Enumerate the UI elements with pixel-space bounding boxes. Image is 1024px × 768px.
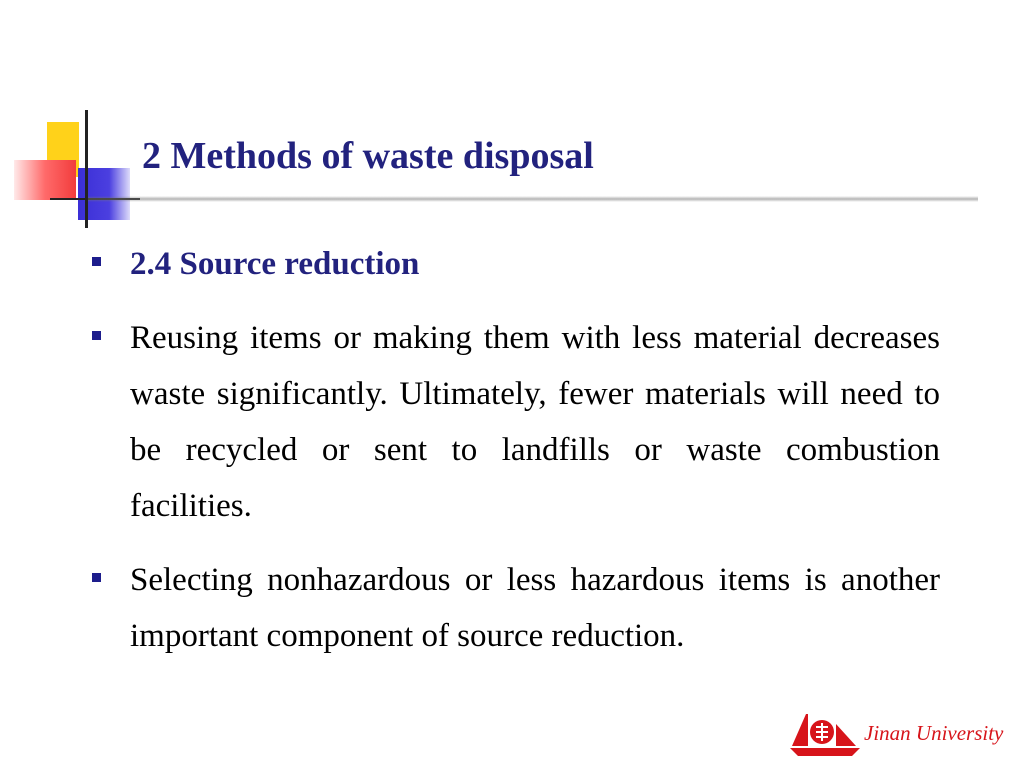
bullet-item xyxy=(92,552,940,664)
title-underline xyxy=(88,196,978,202)
bullet-item xyxy=(92,310,940,534)
bullet-marker xyxy=(92,331,101,340)
bullet-list xyxy=(92,236,940,682)
bullet-item xyxy=(92,236,940,292)
slide-title: 2 Methods of waste disposal xyxy=(142,135,594,177)
bullet-text: Reusing items or making them with less material decreases waste significantly. Ultimately, fewer materials will need to be recycled or sent to landfills or waste combustion facilities. xyxy=(130,320,940,524)
bullet-marker xyxy=(92,573,101,582)
corner-decoration xyxy=(0,0,220,240)
bullet-marker xyxy=(92,257,101,266)
red-square xyxy=(14,160,76,200)
vertical-line xyxy=(85,110,88,228)
university-logo xyxy=(786,710,1006,758)
bullet-text: 2.4 Source reduction xyxy=(130,246,420,282)
ship-emblem-icon xyxy=(786,710,866,758)
logo-text: Jinan University xyxy=(864,721,1004,745)
bullet-text: Selecting nonhazardous or less hazardous items is another important component of source reduction. xyxy=(130,562,940,654)
